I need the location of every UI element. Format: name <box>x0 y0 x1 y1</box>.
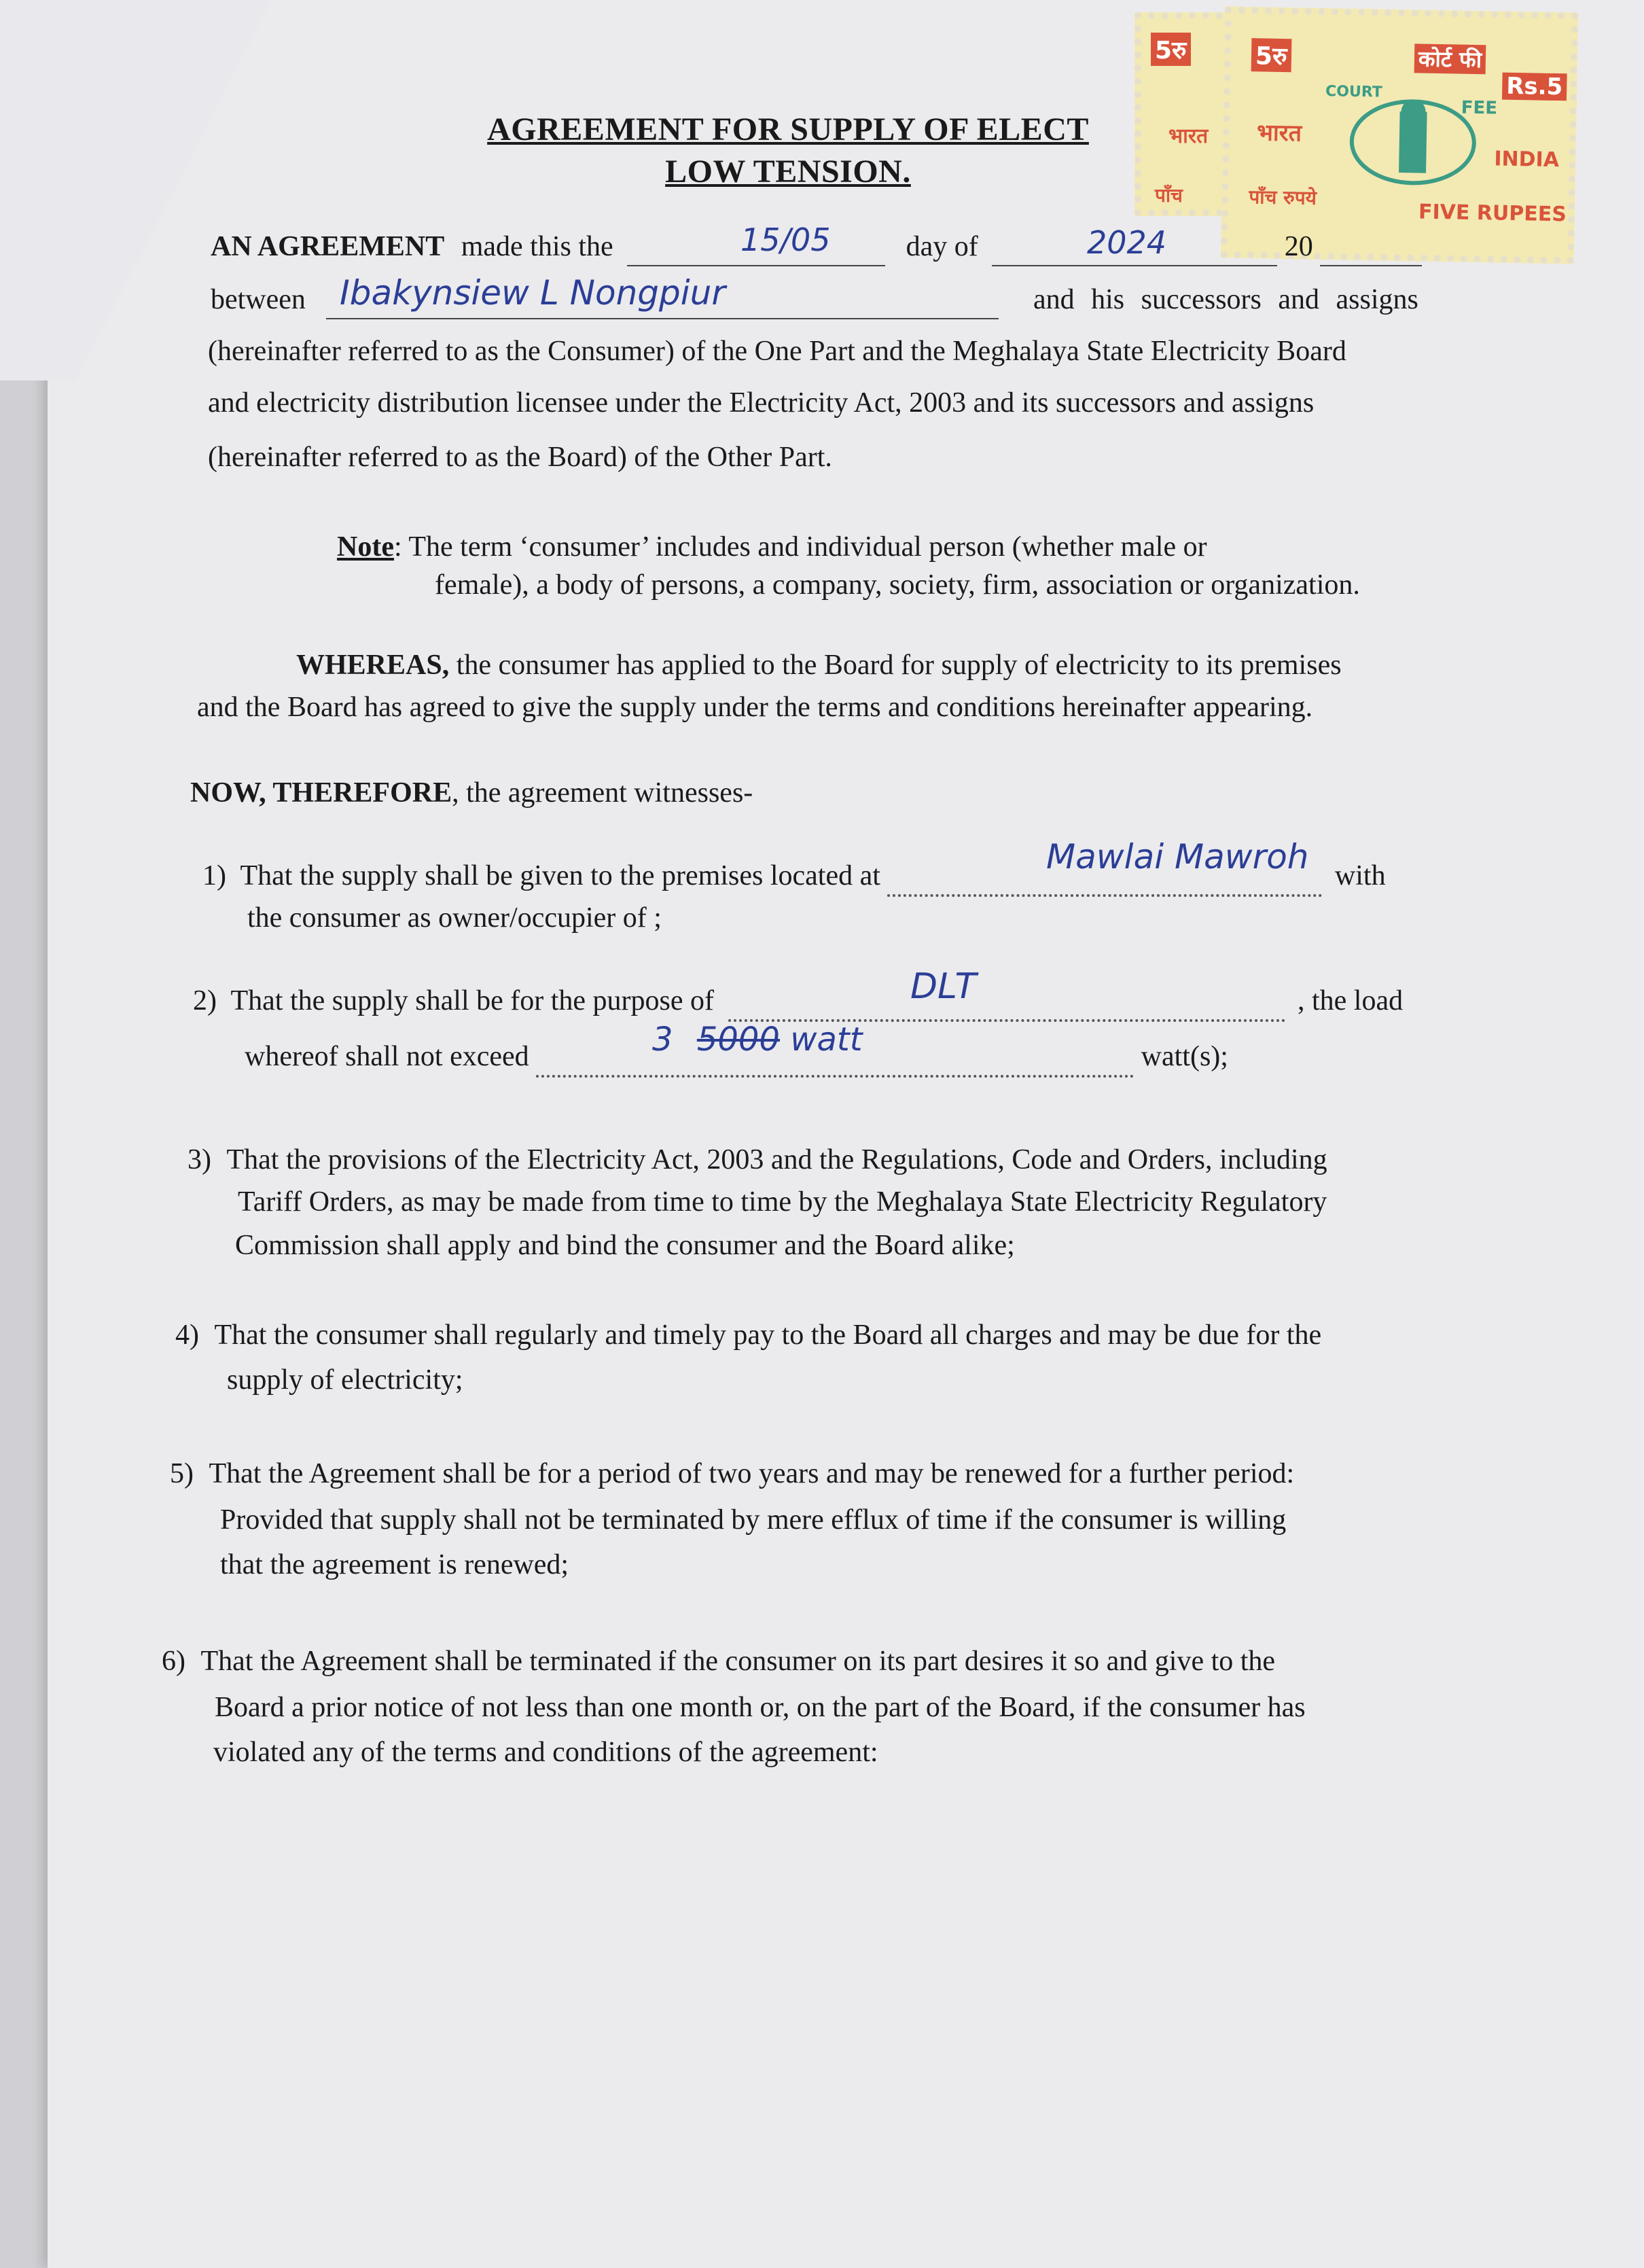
successors-text: and his successors and assigns <box>1033 284 1418 315</box>
agreement-lead: AN AGREEMENT <box>211 231 445 262</box>
note-label: Note <box>337 531 394 563</box>
para1-line-3: (hereinafter referred to as the Consumer) of the One Part and the Meghalaya State Electricity Board <box>208 336 1346 367</box>
whereas-lead: WHEREAS, <box>296 650 450 681</box>
clause-2-line-2b: watt(s); <box>1141 1041 1228 1072</box>
handwritten-purpose: DLT <box>910 966 977 1007</box>
stamp-2-rs: Rs.5 <box>1502 73 1567 101</box>
clause-4-line-2: supply of electricity; <box>227 1364 463 1396</box>
handwritten-premises: Mawlai Mawroh <box>1046 837 1309 876</box>
clause-3-line-2: Tariff Orders, as may be made from time to time by the Meghalaya State Electricity Regulatory <box>238 1186 1327 1218</box>
title-line-2: LOW TENSION. <box>665 154 911 190</box>
clause-2-load: , the load <box>1298 985 1404 1016</box>
clause-1-line-2: the consumer as owner/occupier of ; <box>247 902 662 934</box>
clause-2-text: That the supply shall be for the purpose of <box>230 985 714 1016</box>
clause-1-text: That the supply shall be given to the premises located at <box>240 860 880 891</box>
para1-line-5: (hereinafter referred to as the Board) of the Other Part. <box>208 442 832 473</box>
stamp-1-script: भारत <box>1168 124 1209 148</box>
handwritten-day: 15/05 <box>740 222 831 258</box>
clause-5-number: 5) <box>170 1458 194 1489</box>
between-text: between <box>211 284 306 315</box>
stamp-2-country: INDIA <box>1494 147 1560 173</box>
handwritten-load-struck: 5000 <box>696 1021 780 1059</box>
clause-4-number: 4) <box>175 1319 199 1351</box>
clause-3-number: 3) <box>187 1144 211 1175</box>
day-of-text: day of <box>906 231 978 262</box>
stamp-2-fee: FEE <box>1461 97 1498 119</box>
note-line-2: female), a body of persons, a company, society, firm, association or organization. <box>435 569 1360 601</box>
clause-6-line-1: That the Agreement shall be terminated if the consumer on its part desires it so and give to the <box>200 1646 1276 1677</box>
emblem-icon <box>1344 90 1482 194</box>
stamp-2-value: 5रु <box>1251 38 1291 72</box>
handwritten-consumer-name: Ibakynsiew L Nongpiur <box>340 273 726 313</box>
para1-line-4: and electricity distribution licensee under the Electricity Act, 2003 and its successors and assigns <box>208 387 1315 419</box>
title-line-1: AGREEMENT FOR SUPPLY OF ELECT <box>487 111 1089 147</box>
whereas-line-2: and the Board has agreed to give the supply under the terms and conditions hereinafter appearing. <box>197 692 1313 723</box>
handwritten-load <box>652 1021 863 1059</box>
handwritten-load-unit: watt <box>790 1021 863 1059</box>
clause-6-line-3: violated any of the terms and conditions of the agreement: <box>213 1737 878 1768</box>
clause-3-line-3: Commission shall apply and bind the consumer and the Board alike; <box>235 1230 1015 1261</box>
handwritten-year: 2024 <box>1087 224 1167 261</box>
stamp-2-bottom: पाँच रुपये <box>1249 185 1317 209</box>
clause-1-with: with <box>1334 860 1386 891</box>
clause-5-line-1: That the Agreement shall be for a period of two years and may be renewed for a further period: <box>209 1458 1295 1489</box>
note-line-1: : The term ‘consumer’ includes and individual person (whether male or <box>393 531 1207 563</box>
clause-5-line-3: that the agreement is renewed; <box>220 1549 569 1580</box>
stamp-2-script: भारत <box>1256 119 1302 147</box>
stamp-2-amount: FIVE RUPEES <box>1418 200 1567 227</box>
handwritten-load-value: 3 <box>652 1021 673 1059</box>
made-text: made this the <box>461 231 613 262</box>
clause-2-line-2a: whereof shall not exceed <box>245 1041 529 1072</box>
whereas-line-1: the consumer has applied to the Board for supply of electricity to its premises <box>456 650 1342 681</box>
year-prefix: 20 <box>1284 231 1313 262</box>
clause-2-number: 2) <box>193 985 217 1016</box>
clause-6-line-2: Board a prior notice of not less than one month or, on the part of the Board, if the consumer has <box>215 1692 1306 1723</box>
year-suffix-blank <box>1320 228 1422 266</box>
clause-5-line-2: Provided that supply shall not be terminated by mere efflux of time if the consumer is willing <box>220 1504 1287 1536</box>
now-therefore-rest: , the agreement witnesses- <box>452 777 753 809</box>
stamp-2-court: COURT <box>1325 83 1382 101</box>
court-fee-stamp-2 <box>1221 6 1578 264</box>
clause-1-number: 1) <box>202 860 226 891</box>
clause-6-number: 6) <box>162 1646 185 1677</box>
clause-4-line-1: That the consumer shall regularly and timely pay to the Board all charges and may be due for the <box>214 1319 1322 1351</box>
clause-2-blank <box>728 982 1285 1022</box>
document-title <box>367 109 1209 193</box>
stamp-1-value: 5रु <box>1151 33 1191 66</box>
stamp-1-bottom: पाँच <box>1155 184 1183 207</box>
now-therefore-lead: NOW, THEREFORE <box>190 777 452 809</box>
clause-3-line-1: That the provisions of the Electricity Act, 2003 and the Regulations, Code and Orders, including <box>226 1144 1327 1175</box>
stamp-2-top: कोर्ट फी <box>1414 43 1486 74</box>
